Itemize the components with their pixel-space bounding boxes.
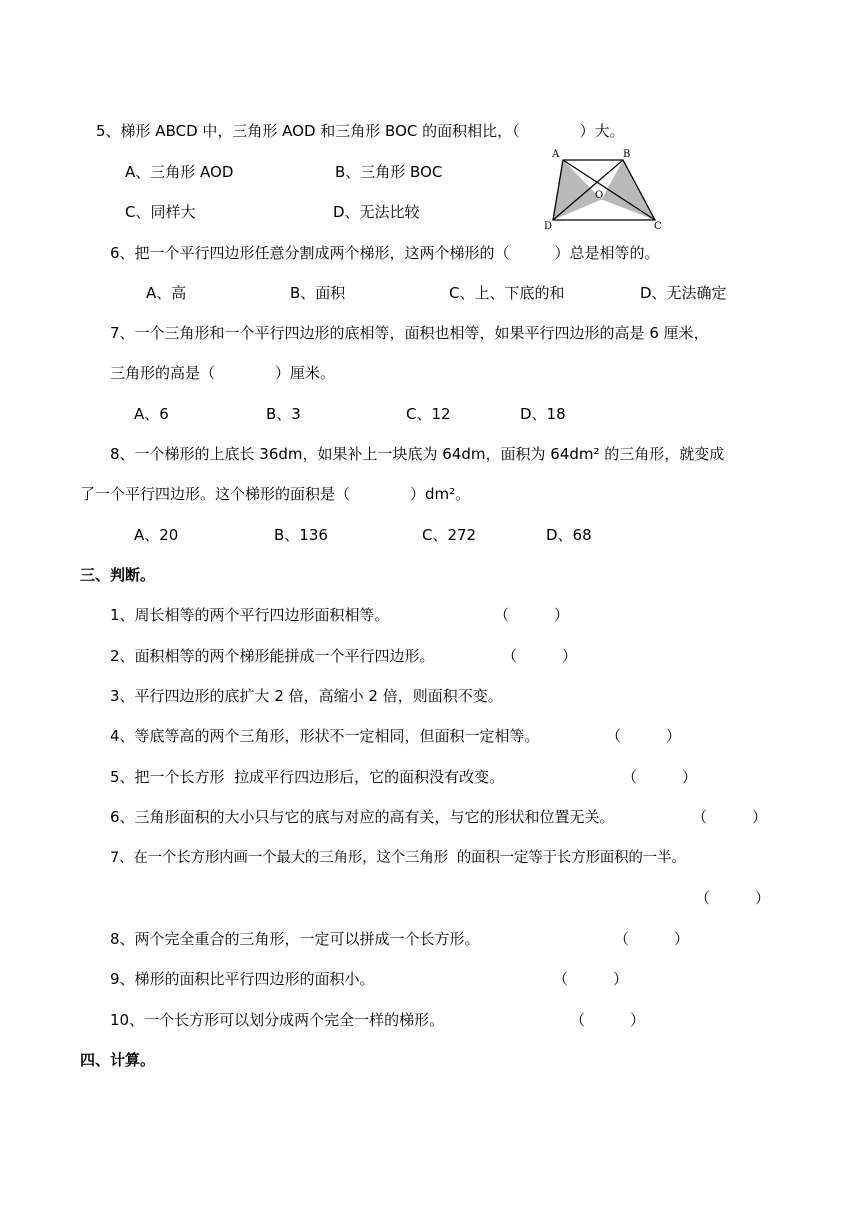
judgement-item-7: 7、在一个长方形内画一个最大的三角形，这个三角形 的面积一定等于长方形面积的一半。	[110, 850, 686, 866]
q8-stem-line2: 了一个平行四边形。这个梯形的面积是（ ）dm²。	[80, 485, 471, 503]
q5-option-d: D、无法比较	[333, 203, 420, 221]
judgement-blank-1[interactable]: （ ）	[494, 606, 570, 624]
vertex-label-c: C	[654, 221, 662, 230]
q7-stem-line2: 三角形的高是（ ）厘米。	[110, 364, 336, 382]
vertex-label-d: D	[544, 221, 553, 230]
vertex-label-a: A	[552, 149, 560, 160]
judgement-blank-10[interactable]: （ ）	[570, 1011, 646, 1029]
vertex-label-o: O	[595, 190, 604, 201]
judgement-blank-8[interactable]: （ ）	[614, 930, 690, 948]
judgement-blank-9[interactable]: （ ）	[553, 970, 629, 988]
q6-option-a: A、高	[146, 284, 187, 302]
q7-stem-line1: 7、一个三角形和一个平行四边形的底相等，面积也相等，如果平行四边形的高是 6 厘米，	[110, 324, 709, 342]
judgement-item-5: 5、把一个长方形 拉成平行四边形后，它的面积没有改变。	[110, 768, 505, 786]
section-heading-calculation: 四、计算。	[80, 1051, 156, 1069]
vertex-label-b: B	[623, 149, 631, 160]
judgement-item-3: 3、平行四边形的底扩大 2 倍，高缩小 2 倍，则面积不变。	[110, 687, 503, 705]
q7-option-c: C、12	[406, 405, 451, 423]
judgement-blank-4[interactable]: （ ）	[606, 727, 682, 745]
judgement-item-6: 6、三角形面积的大小只与它的底与对应的高有关，与它的形状和位置无关。	[110, 808, 615, 826]
q7-option-d: D、18	[520, 405, 566, 423]
q8-option-b: B、136	[274, 526, 328, 544]
q7-option-b: B、3	[266, 405, 301, 423]
q6-stem: 6、把一个平行四边形任意分割成两个梯形，这两个梯形的（ ）总是相等的。	[110, 244, 660, 262]
q5-option-b: B、三角形 BOC	[335, 163, 443, 181]
judgement-item-10: 10、一个长方形可以划分成两个完全一样的梯形。	[110, 1011, 445, 1029]
judgement-item-1: 1、周长相等的两个平行四边形面积相等。	[110, 606, 390, 624]
section-heading-judgement: 三、判断。	[80, 566, 156, 584]
judgement-item-9: 9、梯形的面积比平行四边形的面积小。	[110, 970, 375, 988]
judgement-item-2: 2、面积相等的两个梯形能拼成一个平行四边形。	[110, 647, 435, 665]
trapezoid-figure	[543, 146, 667, 230]
q6-option-c: C、上、下底的和	[449, 284, 565, 302]
q5-stem: 5、梯形 ABCD 中，三角形 AOD 和三角形 BOC 的面积相比，（ ）大。	[96, 122, 625, 140]
q8-option-d: D、68	[546, 526, 592, 544]
q6-option-b: B、面积	[290, 284, 346, 302]
judgement-item-4: 4、等底等高的两个三角形，形状不一定相同，但面积一定相等。	[110, 727, 540, 745]
q5-option-c: C、同样大	[125, 203, 196, 221]
q6-option-d: D、无法确定	[640, 284, 727, 302]
judgement-blank-7[interactable]: （ ）	[695, 889, 771, 907]
judgement-item-8: 8、两个完全重合的三角形，一定可以拼成一个长方形。	[110, 930, 480, 948]
judgement-blank-2[interactable]: （ ）	[502, 647, 578, 665]
q8-option-c: C、272	[422, 526, 477, 544]
judgement-blank-6[interactable]: （ ）	[692, 808, 768, 826]
judgement-blank-5[interactable]: （ ）	[622, 768, 698, 786]
q7-option-a: A、6	[134, 405, 169, 423]
q8-stem-line1: 8、一个梯形的上底长 36dm，如果补上一块底为 64dm，面积为 64dm² 的三角形，就变成	[110, 445, 725, 463]
q5-option-a: A、三角形 AOD	[125, 163, 234, 181]
q8-option-a: A、20	[134, 526, 179, 544]
